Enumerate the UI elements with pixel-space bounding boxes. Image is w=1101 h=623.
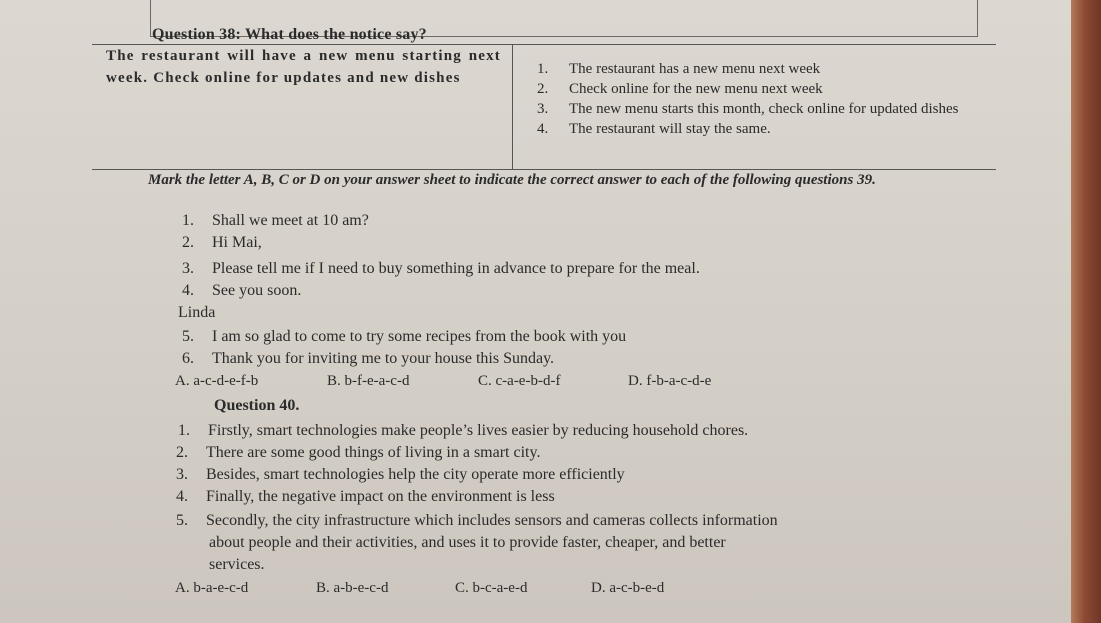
answer-choice-a: A. a-c-d-e-f-b	[175, 373, 259, 389]
item-text: Finally, the negative impact on the environment is less	[206, 488, 555, 505]
list-item	[182, 328, 626, 346]
list-item	[178, 304, 215, 322]
option-text: The new menu starts this month, check online for updated dishes	[569, 101, 959, 117]
item-number: 3.	[176, 466, 188, 483]
notice-text: The restaurant will have a new menu starting next week. Check online for updates and new dishes	[106, 48, 501, 86]
answer-choice-d: D. f-b-a-c-d-e	[628, 373, 712, 389]
top-box-right-line	[977, 0, 978, 36]
list-item	[176, 444, 540, 462]
item-text: I am so glad to come to try some recipes from the book with you	[212, 328, 627, 345]
item-number: 5.	[182, 328, 194, 345]
item-number: 4.	[176, 488, 188, 505]
item-text: Thank you for inviting me to your house this Sunday.	[212, 350, 555, 367]
item-text: Please tell me if I need to buy something in advance to prepare for the meal.	[212, 260, 700, 277]
question-38-title: Question 38: What does the notice say?	[152, 26, 427, 43]
item-text: services.	[209, 556, 265, 573]
item-text: Shall we meet at 10 am?	[212, 212, 369, 229]
list-item	[176, 512, 778, 530]
question-40-answers	[175, 580, 695, 602]
top-box-left-line	[150, 0, 151, 36]
answer-choice-c: C. b-c-a-e-d	[455, 580, 528, 596]
notice-options	[537, 59, 987, 139]
list-item-continued	[209, 534, 726, 552]
item-text: Besides, smart technologies help the city operate more efficiently	[206, 466, 625, 483]
item-text: There are some good things of living in a smart city.	[206, 444, 541, 461]
item-number: 3.	[182, 260, 194, 277]
question-40-title: Question 40.	[214, 397, 300, 414]
notice-option	[537, 119, 987, 139]
list-item	[176, 466, 625, 484]
answer-choice-a: A. b-a-e-c-d	[175, 580, 249, 596]
list-item	[182, 234, 262, 252]
question-39-answers	[175, 373, 712, 395]
answer-choice-b: B. a-b-e-c-d	[316, 580, 389, 596]
item-number: 4.	[182, 282, 194, 299]
list-item	[178, 422, 748, 440]
list-item	[176, 488, 555, 506]
item-text: Hi Mai,	[212, 234, 262, 251]
item-number: 5.	[176, 512, 188, 529]
list-item	[182, 282, 301, 300]
option-text: The restaurant will stay the same.	[569, 121, 771, 137]
option-text: The restaurant has a new menu next week	[569, 61, 821, 77]
option-number: 3.	[537, 101, 549, 117]
item-number: 2.	[182, 234, 194, 251]
option-number: 4.	[537, 121, 549, 137]
item-number: 6.	[182, 350, 194, 367]
item-text: Secondly, the city infrastructure which includes sensors and cameras collects information	[206, 512, 778, 529]
item-number: 1.	[178, 422, 190, 439]
item-text: See you soon.	[212, 282, 302, 299]
answer-choice-d: D. a-c-b-e-d	[591, 580, 665, 596]
answer-choice-c: C. c-a-e-b-d-f	[478, 373, 561, 389]
instruction-text: Mark the letter A, B, C or D on your answer sheet to indicate the correct answer to each of the following questions 39.	[148, 172, 876, 188]
option-number: 1.	[537, 61, 549, 77]
item-text: Firstly, smart technologies make people’s lives easier by reducing household chores.	[208, 422, 749, 439]
item-text: about people and their activities, and uses it to provide faster, cheaper, and better	[209, 534, 726, 551]
item-number: 1.	[182, 212, 194, 229]
item-number: 2.	[176, 444, 188, 461]
list-item	[182, 260, 700, 278]
notice-option	[537, 59, 987, 79]
notice-option	[537, 99, 987, 119]
answer-choice-b: B. b-f-e-a-c-d	[327, 373, 410, 389]
notice-table	[92, 44, 996, 170]
item-text: Linda	[178, 304, 216, 321]
table-divider	[512, 45, 513, 169]
notice-option	[537, 79, 987, 99]
option-text: Check online for the new menu next week	[569, 81, 823, 97]
list-item-continued	[209, 556, 265, 574]
list-item	[182, 350, 554, 368]
option-number: 2.	[537, 81, 549, 97]
list-item	[182, 212, 369, 230]
background-edge	[1071, 0, 1101, 623]
